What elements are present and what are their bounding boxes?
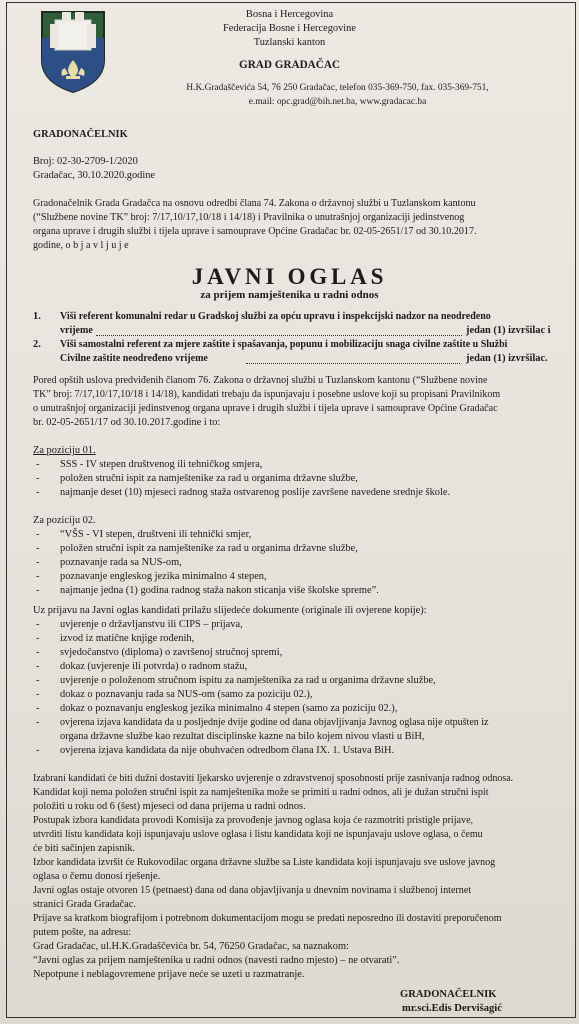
- general-line: TK” broj: 7/17,10/17,10/18 i 14/18), kandidati trebaju da ispunjavaju i posebne uslove koji su propisani Pravilnikom: [33, 389, 501, 400]
- document-item: izvod iz matične knjige rođenih,: [60, 633, 195, 644]
- bullet: -: [36, 689, 40, 700]
- notice-title: JAVNI OGLAS: [191, 264, 388, 289]
- header-contact: H.K.Gradaščevića 54, 76 250 Gradačac, telefon 035-369-750, fax. 035-369-751,: [186, 83, 489, 93]
- header-email: e.mail: opc.grad@bih.net.ba, www.gradacac.ba: [248, 97, 427, 107]
- signature-name: mr.sci.Edis Dervišagić: [402, 1003, 502, 1014]
- requirement-item: najmanje deset (10) mjeseci radnog staža ostvarenog poslije završene navedene srednje škole.: [60, 487, 451, 498]
- intro-line: Gradonačelnik Grada Gradačca na osnovu odredbi člana 74. Zakona o državnoj službi u Tuzlanskom kantonu: [33, 198, 476, 209]
- header-country: Bosna i Hercegovina: [245, 9, 334, 20]
- document-item: dokaz o poznavanju engleskog jezika minimalno 4 stepen (samo za poziciju 02.),: [60, 703, 398, 714]
- document-item: uvjerenje o položenom stručnom ispitu za namještenika za rad u organima državne službe,: [60, 675, 436, 686]
- bullet: -: [36, 571, 40, 582]
- position-line: Civilne zaštite neodređeno vrijeme: [60, 353, 208, 364]
- intro-line: godine, o b j a v l j u j e: [33, 240, 129, 251]
- requirement-item: SSS - IV stepen društvenog ili tehničkog smjera,: [60, 459, 263, 470]
- document-item: dokaz o poznavanju rada sa NUS-om (samo za poziciju 02.),: [60, 689, 313, 700]
- position-count: jedan (1) izvršilac.: [466, 353, 548, 364]
- closing-line: Prijave sa kratkom biografijom i potrebnom dokumentacijom mogu se predati neposredno ili dostaviti preporučenom: [33, 913, 502, 924]
- closing-line: utvrditi listu kandidata koji ispunjavaju uslove oglasa i listu kandidata koji ne ispunjavaju uslove oglasa, o čemu: [33, 829, 483, 840]
- document-date: Gradačac, 30.10.2020.godine: [33, 170, 156, 181]
- bullet: -: [36, 459, 40, 470]
- intro-line: (“Službene novine TK” broj: 7/17,10/17,10/18 i 14/18) i Pravilnika o unutrašnjoj organizaciji jedinstvenog: [33, 212, 465, 223]
- document-item: ovjerena izjava kandidata da u posljednje dvije godine od dana objavljivanja Javnog oglasa nije otpušten iz: [60, 717, 489, 728]
- closing-line: Javni oglas ostaje otvoren 15 (petnaest) dana od dana objavljivanja u dnevnim novinama i službenoj internet: [33, 885, 472, 896]
- intro-line: organa uprave i drugih službi i tijela uprave i samouprave Općine Gradačac br. 02-05-2651/17 od 30.10.2017.: [33, 226, 477, 237]
- document-number: Broj: 02-30-2709-1/2020: [33, 156, 138, 167]
- documents-intro: Uz prijavu na Javni oglas kandidati prilažu slijedeće dokumente (originale ili ovjerene kopije):: [33, 605, 427, 616]
- notice-subtitle: za prijem namještenika u radni odnos: [200, 289, 379, 301]
- issuer-label: GRADONAČELNIK: [33, 129, 128, 140]
- signature-title: GRADONAČELNIK: [400, 989, 497, 1000]
- closing-line: položiti u roku od 6 (šest) mjeseci od dana prijema u radni odnos.: [33, 801, 306, 812]
- position-line: Viši referent komunalni redar u Gradskoj službi za opću upravu i inspekcijski nadzor na neodređeno: [60, 311, 491, 322]
- requirement-item: položen stručni ispit za namještenike za rad u organima državne službe,: [60, 543, 358, 554]
- requirement-item: “VŠS - VI stepen, društveni ili tehnički smjer,: [60, 529, 252, 540]
- document-item: uvjerenje o državljanstvu ili CIPS – prijava,: [60, 619, 243, 630]
- coat-of-arms-icon: [38, 8, 108, 94]
- position-1-heading: Za poziciju 01.: [33, 445, 96, 456]
- closing-line: Kandidat koji nema položen stručni ispit za namještenika može se primiti u radni odnos, ali je dužan stručni ispit: [33, 787, 489, 798]
- position-number: 1.: [33, 311, 41, 322]
- position-count: jedan (1) izvršilac i: [466, 325, 551, 336]
- closing-line: Izbor kandidata izvršit će Rukovodilac organa državne službe sa Liste kandidata koji ispunjavaju sve uslove javnog: [33, 857, 496, 868]
- closing-line: stranici Grada Gradačac.: [33, 899, 136, 910]
- bullet: -: [36, 745, 40, 756]
- bullet: -: [36, 529, 40, 540]
- requirement-item: najmanje jedna (1) godina radnog staža nakon sticanja više školske spreme”.: [60, 585, 379, 596]
- requirement-item: poznavanje engleskog jezika minimalno 4 stepen,: [60, 571, 267, 582]
- closing-line: “Javni oglas za prijem namještenika u radni odnos (navesti radno mjesto) – ne otvarati”.: [33, 955, 400, 966]
- dotted-leader: [96, 327, 462, 336]
- position-line: Viši samostalni referent za mjere zaštite i spašavanja, popunu i mobilizaciju snaga civilne zaštite u Službi: [60, 339, 508, 350]
- bullet: -: [36, 717, 40, 728]
- closing-line: Grad Gradačac, ul.H.K.Gradaščevića br. 54, 76250 Gradačac, sa naznakom:: [33, 941, 349, 952]
- position-number: 2.: [33, 339, 41, 350]
- requirement-item: poznavanje rada sa NUS-om,: [60, 557, 182, 568]
- bullet: -: [36, 661, 40, 672]
- bullet: -: [36, 473, 40, 484]
- bullet: -: [36, 543, 40, 554]
- bullet: -: [36, 557, 40, 568]
- bullet: -: [36, 619, 40, 630]
- closing-line: putem pošte, na adresu:: [33, 927, 132, 938]
- general-line: Pored opštih uslova predviđenih članom 76. Zakona o državnoj službi u Tuzlanskom kantonu (“Službene novine: [33, 375, 488, 386]
- closing-line: Izabrani kandidati će biti dužni dostaviti ljekarsko uvjerenje o zdravstvenoj sposobnosti prije zasnivanja radnog odnosa.: [33, 773, 514, 784]
- closing-line: Nepotpune i neblagovremene prijave neće se uzeti u razmatranje.: [33, 969, 305, 980]
- bullet: -: [36, 585, 40, 596]
- position-line: vrijeme: [60, 325, 93, 336]
- dotted-leader: [246, 355, 460, 364]
- document-item: dokaz (uvjerenje ili potvrda) o radnom stažu,: [60, 661, 248, 672]
- header-city: GRAD GRADAČAC: [239, 59, 340, 71]
- bullet: -: [36, 487, 40, 498]
- header-canton: Tuzlanski kanton: [253, 37, 326, 48]
- document-item-cont: organa državne službe kao rezultat disciplinske kazne na bilo kojem nivou vlasti u BiH,: [60, 731, 425, 742]
- header-federation: Federacija Bosne i Hercegovine: [222, 23, 356, 34]
- closing-line: će biti sačinjen zapisnik.: [33, 843, 136, 854]
- general-line: br. 02-05-2651/17 od 30.10.2017.godine i to:: [33, 417, 221, 428]
- document-item: svjedočanstvo (diploma) o završenoj stručnoj spremi,: [60, 647, 283, 658]
- requirement-item: položen stručni ispit za namještenike za rad u organima državne službe,: [60, 473, 358, 484]
- bullet: -: [36, 703, 40, 714]
- document-item: ovjerena izjava kandidata da nije obuhvaćen odredbom člana IX. 1. Ustava BiH.: [60, 745, 395, 756]
- closing-line: oglasa o čemu donosi rješenje.: [33, 871, 161, 882]
- bullet: -: [36, 675, 40, 686]
- general-line: o unutrašnjoj organizaciji jedinstvenog organa uprave i drugih službi i tijela uprave i samouprave Općine Gradačac: [33, 403, 498, 414]
- bullet: -: [36, 633, 40, 644]
- closing-line: Postupak izbora kandidata provodi Komisija za provođenje javnog oglasa koja će razmotriti pristigle prijave,: [33, 815, 474, 826]
- bullet: -: [36, 647, 40, 658]
- position-2-heading: Za poziciju 02.: [33, 515, 96, 526]
